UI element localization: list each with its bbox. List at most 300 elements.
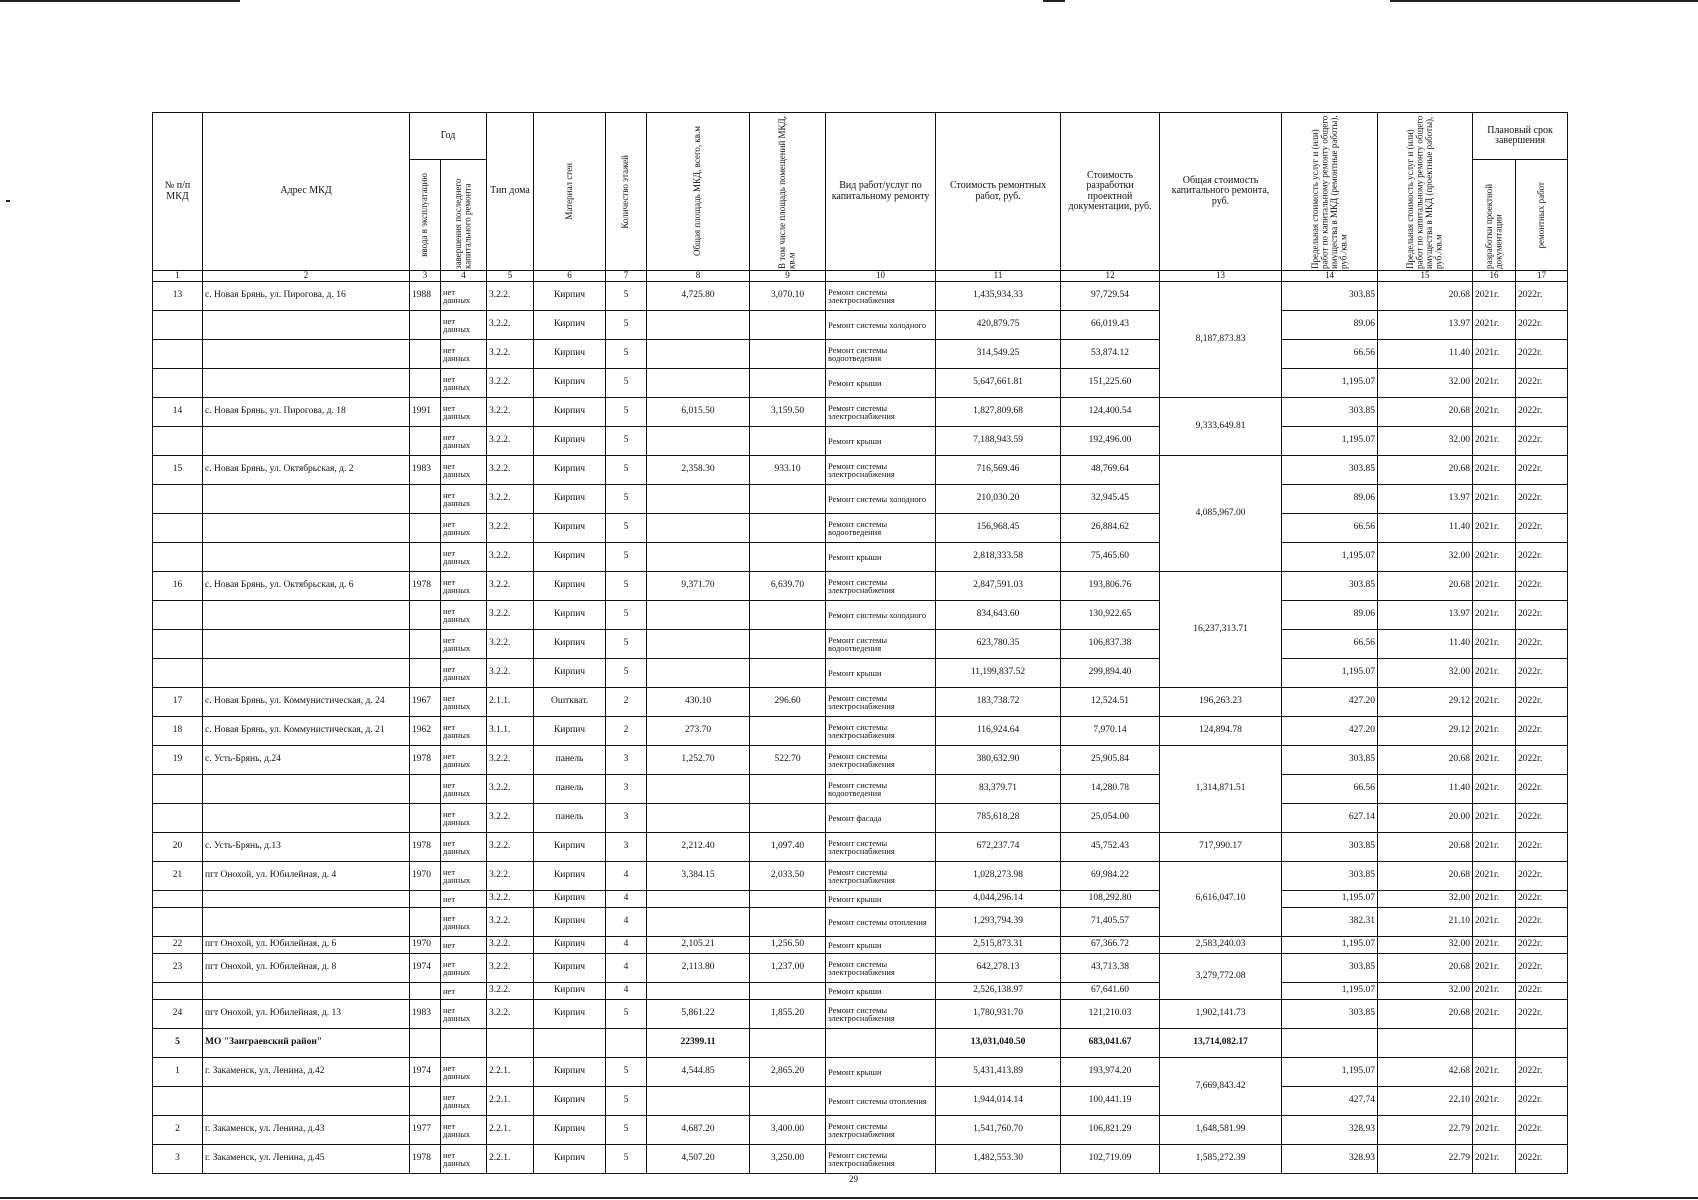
cell-deadline-repair: 2022г. <box>1516 983 1568 1000</box>
cell-premises-area <box>750 983 826 1000</box>
cell-year-repair: нет данных <box>441 601 487 630</box>
cell-year-commission: 1983 <box>410 456 441 485</box>
cell-deadline-repair: 2022г. <box>1516 311 1568 340</box>
cell-address <box>203 543 410 572</box>
header-total-cost: Общая стоимость капитального ремонта, руб. <box>1160 113 1282 271</box>
cell-wall-material: панель <box>534 746 606 775</box>
cell-work-type: Ремонт системы электроснабжения <box>826 717 936 746</box>
cell-total-cost: 1,902,141.73 <box>1160 1000 1282 1029</box>
cell-house-type: 2.2.1. <box>487 1116 534 1145</box>
cell-limit-design: 32.00 <box>1378 937 1473 954</box>
cell-total-area: 5,861.22 <box>647 1000 750 1029</box>
cell-wall-material: Кирпич <box>534 1000 606 1029</box>
cell-num <box>153 804 203 833</box>
column-number: 11 <box>936 271 1061 282</box>
cell-repair-cost: 642,278.13 <box>936 954 1061 983</box>
cell-year-repair: нет данных <box>441 456 487 485</box>
cell-design-cost: 124,400.54 <box>1061 398 1160 427</box>
cell-year-repair: нет данных <box>441 630 487 659</box>
cell-year-repair: нет <box>441 983 487 1000</box>
cell-year-repair: нет данных <box>441 862 487 891</box>
cell-total-area <box>647 804 750 833</box>
cell-year-commission <box>410 659 441 688</box>
cell-wall-material: Кирпич <box>534 717 606 746</box>
column-number: 12 <box>1061 271 1160 282</box>
cell-house-type: 3.2.2. <box>487 282 534 311</box>
cell-year-commission: 1970 <box>410 937 441 954</box>
table-row <box>153 1087 1568 1116</box>
cell-premises-area <box>750 1087 826 1116</box>
table-row <box>153 717 1568 746</box>
cell-design-cost: 97,729.54 <box>1061 282 1160 311</box>
cell-total-cost: 2,583,240.03 <box>1160 937 1282 954</box>
cell-deadline-repair: 2022г. <box>1516 833 1568 862</box>
cell-num: 19 <box>153 746 203 775</box>
cell-total-cost: 717,990.17 <box>1160 833 1282 862</box>
cell-work-type: Ремонт системы электроснабжения <box>826 572 936 601</box>
cell-deadline-design: 2021г. <box>1473 908 1516 937</box>
cell-floors: 5 <box>606 572 647 601</box>
cell-repair-cost: 1,482,553.30 <box>936 1145 1061 1174</box>
cell-total-area <box>647 514 750 543</box>
table-row <box>153 862 1568 891</box>
cell-floors: 5 <box>606 311 647 340</box>
cell-deadline-design: 2021г. <box>1473 369 1516 398</box>
cell-year-repair: нет данных <box>441 1145 487 1174</box>
cell-design-cost: 71,405.57 <box>1061 908 1160 937</box>
cell-house-type: 3.2.2. <box>487 983 534 1000</box>
cell-num: 18 <box>153 717 203 746</box>
cell-year-repair: нет <box>441 891 487 908</box>
cell-deadline-repair: 2022г. <box>1516 572 1568 601</box>
cell-limit-repair: 427.20 <box>1282 717 1378 746</box>
cell-floors: 5 <box>606 1145 647 1174</box>
cell-limit-design: 42.68 <box>1378 1058 1473 1087</box>
cell-deadline-design: 2021г. <box>1473 775 1516 804</box>
cell-limit-design: 11.40 <box>1378 514 1473 543</box>
cell-floors: 2 <box>606 717 647 746</box>
cell-year-commission: 1970 <box>410 862 441 891</box>
cell-design-cost: 151,225.60 <box>1061 369 1160 398</box>
cell-design-cost: 25,905.84 <box>1061 746 1160 775</box>
cell-deadline-repair: 2022г. <box>1516 908 1568 937</box>
cell-total-area: 4,544.85 <box>647 1058 750 1087</box>
cell-limit-design: 20.68 <box>1378 1000 1473 1029</box>
cell-num <box>153 485 203 514</box>
cell-design-cost: 45,752.43 <box>1061 833 1160 862</box>
cell-total-area: 6,015.50 <box>647 398 750 427</box>
column-number: 1 <box>153 271 203 282</box>
cell-repair-cost: 1,435,934.33 <box>936 282 1061 311</box>
cell-deadline-repair: 2022г. <box>1516 1087 1568 1116</box>
cell-design-cost: 299,894.40 <box>1061 659 1160 688</box>
cell-deadline-design: 2021г. <box>1473 340 1516 369</box>
cell-num: 2 <box>153 1116 203 1145</box>
cell-house-type <box>487 1029 534 1058</box>
cell-work-type: Ремонт крыши <box>826 543 936 572</box>
cell-floors: 5 <box>606 1000 647 1029</box>
cell-repair-cost: 314,549.25 <box>936 340 1061 369</box>
cell-limit-design: 32.00 <box>1378 427 1473 456</box>
cell-deadline-repair: 2022г. <box>1516 659 1568 688</box>
cell-house-type: 3.2.2. <box>487 543 534 572</box>
cell-deadline-design: 2021г. <box>1473 937 1516 954</box>
header-premises-area: В том числе площадь помещений МКД, кв.м <box>750 113 826 271</box>
cell-repair-cost: 1,293,794.39 <box>936 908 1061 937</box>
cell-year-repair: нет данных <box>441 688 487 717</box>
cell-repair-cost: 2,818,333.58 <box>936 543 1061 572</box>
table-row <box>153 282 1568 311</box>
cell-wall-material: Кирпич <box>534 514 606 543</box>
column-number: 14 <box>1282 271 1378 282</box>
cell-limit-repair: 303.85 <box>1282 398 1378 427</box>
table-row <box>153 908 1568 937</box>
cell-total-area <box>647 369 750 398</box>
cell-premises-area <box>750 659 826 688</box>
cell-year-commission: 1978 <box>410 572 441 601</box>
cell-wall-material: Кирпич <box>534 833 606 862</box>
table-row <box>153 630 1568 659</box>
table-row <box>153 891 1568 908</box>
cell-house-type: 2.2.1. <box>487 1087 534 1116</box>
cell-limit-repair: 328.93 <box>1282 1116 1378 1145</box>
cell-house-type: 3.2.2. <box>487 398 534 427</box>
cell-limit-design: 20.68 <box>1378 572 1473 601</box>
cell-year-repair: нет <box>441 937 487 954</box>
cell-deadline-repair: 2022г. <box>1516 954 1568 983</box>
cell-house-type: 3.2.2. <box>487 659 534 688</box>
cell-premises-area <box>750 369 826 398</box>
cell-limit-repair: 1,195.07 <box>1282 369 1378 398</box>
cell-year-repair: нет данных <box>441 1087 487 1116</box>
cell-wall-material: Кирпич <box>534 630 606 659</box>
cell-num <box>153 891 203 908</box>
cell-house-type: 2.2.1. <box>487 1145 534 1174</box>
cell-num <box>153 514 203 543</box>
cell-repair-cost: 1,944,014.14 <box>936 1087 1061 1116</box>
cell-premises-area <box>750 601 826 630</box>
cell-work-type: Ремонт крыши <box>826 427 936 456</box>
cell-design-cost: 193,806.76 <box>1061 572 1160 601</box>
cell-total-cost: 7,669,843.42 <box>1160 1058 1282 1116</box>
cell-wall-material: Кирпич <box>534 908 606 937</box>
cell-work-type: Ремонт системы водоотведения <box>826 514 936 543</box>
cell-num: 14 <box>153 398 203 427</box>
cell-deadline-design: 2021г. <box>1473 1145 1516 1174</box>
cell-total-area: 4,507.20 <box>647 1145 750 1174</box>
cell-deadline-design: 2021г. <box>1473 833 1516 862</box>
cell-repair-cost: 183,738.72 <box>936 688 1061 717</box>
cell-design-cost: 106,821.29 <box>1061 1116 1160 1145</box>
cell-floors: 4 <box>606 891 647 908</box>
cell-year-commission <box>410 311 441 340</box>
scan-edge-top-mid <box>1043 0 1065 2</box>
repair-program-table <box>152 112 1568 1174</box>
cell-limit-design: 11.40 <box>1378 630 1473 659</box>
cell-wall-material: панель <box>534 775 606 804</box>
cell-repair-cost: 2,526,138.97 <box>936 983 1061 1000</box>
cell-year-commission: 1977 <box>410 1116 441 1145</box>
cell-address <box>203 908 410 937</box>
cell-wall-material: Кирпич <box>534 937 606 954</box>
header-deadline-design: разработки проектной документации <box>1473 160 1516 271</box>
cell-year-repair: нет данных <box>441 1000 487 1029</box>
cell-wall-material: Кирпич <box>534 340 606 369</box>
cell-floors: 4 <box>606 954 647 983</box>
cell-deadline-repair: 2022г. <box>1516 514 1568 543</box>
cell-limit-repair: 303.85 <box>1282 1000 1378 1029</box>
cell-work-type: Ремонт системы отопления <box>826 908 936 937</box>
cell-num <box>153 659 203 688</box>
cell-address: с. Новая Брянь, ул. Коммунистическая, д. 21 <box>203 717 410 746</box>
cell-year-repair: нет данных <box>441 1116 487 1145</box>
cell-num: 17 <box>153 688 203 717</box>
cell-deadline-design: 2021г. <box>1473 630 1516 659</box>
cell-deadline-repair: 2022г. <box>1516 891 1568 908</box>
cell-address <box>203 1087 410 1116</box>
cell-limit-design: 32.00 <box>1378 891 1473 908</box>
cell-floors: 5 <box>606 398 647 427</box>
cell-deadline-design: 2021г. <box>1473 1087 1516 1116</box>
cell-num <box>153 427 203 456</box>
cell-limit-repair: 89.06 <box>1282 485 1378 514</box>
cell-repair-cost: 2,847,591.03 <box>936 572 1061 601</box>
cell-house-type: 3.2.2. <box>487 630 534 659</box>
cell-total-cost: 1,314,871.51 <box>1160 746 1282 833</box>
column-number: 8 <box>647 271 750 282</box>
cell-year-commission <box>410 1087 441 1116</box>
cell-wall-material: Ошткват. <box>534 688 606 717</box>
cell-total-area: 2,212.40 <box>647 833 750 862</box>
cell-house-type: 3.2.2. <box>487 775 534 804</box>
cell-premises-area: 296.60 <box>750 688 826 717</box>
cell-total-area <box>647 543 750 572</box>
cell-repair-cost: 785,618.28 <box>936 804 1061 833</box>
cell-year-commission: 1983 <box>410 1000 441 1029</box>
cell-repair-cost: 672,237.74 <box>936 833 1061 862</box>
cell-year-commission: 1991 <box>410 398 441 427</box>
cell-wall-material: Кирпич <box>534 983 606 1000</box>
cell-total-area <box>647 311 750 340</box>
cell-limit-design: 20.68 <box>1378 954 1473 983</box>
cell-design-cost: 67,641.60 <box>1061 983 1160 1000</box>
cell-floors: 5 <box>606 659 647 688</box>
cell-total-area: 4,725.80 <box>647 282 750 311</box>
cell-work-type: Ремонт системы водоотведения <box>826 340 936 369</box>
cell-num: 16 <box>153 572 203 601</box>
cell-limit-design: 29.12 <box>1378 688 1473 717</box>
cell-work-type: Ремонт системы электроснабжения <box>826 282 936 311</box>
cell-house-type: 3.1.1. <box>487 717 534 746</box>
cell-repair-cost: 5,647,661.81 <box>936 369 1061 398</box>
cell-deadline-repair: 2022г. <box>1516 456 1568 485</box>
cell-premises-area: 2,033.50 <box>750 862 826 891</box>
cell-year-repair: нет данных <box>441 1058 487 1087</box>
scan-mark-left <box>6 200 10 202</box>
cell-year-repair: нет данных <box>441 340 487 369</box>
cell-design-cost: 48,769.64 <box>1061 456 1160 485</box>
table-row <box>153 954 1568 983</box>
cell-floors: 5 <box>606 1116 647 1145</box>
cell-deadline-design: 2021г. <box>1473 746 1516 775</box>
cell-limit-repair: 303.85 <box>1282 862 1378 891</box>
cell-repair-cost: 13,031,040.50 <box>936 1029 1061 1058</box>
header-design-cost: Стоимость разработки проектной документации, руб. <box>1061 113 1160 271</box>
cell-design-cost: 67,366.72 <box>1061 937 1160 954</box>
cell-deadline-design: 2021г. <box>1473 572 1516 601</box>
cell-repair-cost: 420,879.75 <box>936 311 1061 340</box>
cell-premises-area <box>750 717 826 746</box>
cell-house-type: 3.2.2. <box>487 369 534 398</box>
cell-premises-area: 3,159.50 <box>750 398 826 427</box>
cell-total-area <box>647 485 750 514</box>
cell-repair-cost: 83,379.71 <box>936 775 1061 804</box>
cell-deadline-repair: 2022г. <box>1516 1116 1568 1145</box>
cell-premises-area: 6,639.70 <box>750 572 826 601</box>
cell-limit-repair: 1,195.07 <box>1282 937 1378 954</box>
cell-work-type: Ремонт системы электроснабжения <box>826 398 936 427</box>
cell-limit-repair: 1,195.07 <box>1282 891 1378 908</box>
cell-year-commission <box>410 601 441 630</box>
cell-address: с. Новая Брянь, ул. Пирогова, д. 18 <box>203 398 410 427</box>
cell-year-repair: нет данных <box>441 746 487 775</box>
cell-address <box>203 804 410 833</box>
cell-address <box>203 485 410 514</box>
cell-deadline-repair: 2022г. <box>1516 601 1568 630</box>
cell-year-commission <box>410 340 441 369</box>
cell-year-commission <box>410 891 441 908</box>
cell-premises-area: 522.70 <box>750 746 826 775</box>
cell-num: 23 <box>153 954 203 983</box>
cell-deadline-repair: 2022г. <box>1516 804 1568 833</box>
cell-design-cost: 69,984.22 <box>1061 862 1160 891</box>
cell-work-type: Ремонт системы водоотведения <box>826 630 936 659</box>
cell-house-type: 3.2.2. <box>487 937 534 954</box>
cell-deadline-design: 2021г. <box>1473 954 1516 983</box>
cell-work-type: Ремонт крыши <box>826 937 936 954</box>
cell-design-cost: 130,922.65 <box>1061 601 1160 630</box>
cell-total-cost: 4,085,967.00 <box>1160 456 1282 572</box>
cell-floors: 5 <box>606 630 647 659</box>
cell-address: с. Усть-Брянь, д.13 <box>203 833 410 862</box>
cell-floors: 4 <box>606 937 647 954</box>
cell-design-cost: 193,974.20 <box>1061 1058 1160 1087</box>
cell-num: 13 <box>153 282 203 311</box>
cell-total-cost: 124,894.78 <box>1160 717 1282 746</box>
cell-floors: 3 <box>606 833 647 862</box>
cell-wall-material: Кирпич <box>534 543 606 572</box>
cell-work-type <box>826 1029 936 1058</box>
cell-premises-area <box>750 908 826 937</box>
cell-year-commission <box>410 908 441 937</box>
header-address: Адрес МКД <box>203 113 410 271</box>
cell-total-cost: 6,616,047.10 <box>1160 862 1282 937</box>
cell-wall-material: Кирпич <box>534 456 606 485</box>
scan-edge-top-left <box>0 0 240 2</box>
cell-year-repair: нет данных <box>441 282 487 311</box>
cell-num <box>153 908 203 937</box>
cell-premises-area: 1,256.50 <box>750 937 826 954</box>
cell-floors: 5 <box>606 369 647 398</box>
cell-address: пгт Онохой, ул. Юбилейная, д. 8 <box>203 954 410 983</box>
cell-deadline-repair: 2022г. <box>1516 862 1568 891</box>
cell-deadline-design: 2021г. <box>1473 891 1516 908</box>
cell-design-cost: 121,210.03 <box>1061 1000 1160 1029</box>
table-row <box>153 427 1568 456</box>
cell-deadline-repair: 2022г. <box>1516 717 1568 746</box>
cell-deadline-repair: 2022г. <box>1516 369 1568 398</box>
cell-repair-cost: 7,188,943.59 <box>936 427 1061 456</box>
cell-num: 24 <box>153 1000 203 1029</box>
cell-total-cost: 9,333,649.81 <box>1160 398 1282 456</box>
cell-limit-design: 13.97 <box>1378 485 1473 514</box>
cell-wall-material: Кирпич <box>534 572 606 601</box>
cell-design-cost: 14,280.78 <box>1061 775 1160 804</box>
cell-repair-cost: 1,780,931.70 <box>936 1000 1061 1029</box>
cell-limit-repair: 627.14 <box>1282 804 1378 833</box>
cell-total-area: 22399.11 <box>647 1029 750 1058</box>
cell-num <box>153 630 203 659</box>
cell-house-type: 3.2.2. <box>487 485 534 514</box>
column-number: 7 <box>606 271 647 282</box>
cell-total-area <box>647 659 750 688</box>
cell-year-commission: 1978 <box>410 1145 441 1174</box>
column-number: 16 <box>1473 271 1516 282</box>
cell-limit-design: 11.40 <box>1378 775 1473 804</box>
cell-deadline-design: 2021г. <box>1473 688 1516 717</box>
cell-num <box>153 311 203 340</box>
cell-repair-cost: 1,827,809.68 <box>936 398 1061 427</box>
cell-limit-repair: 66.56 <box>1282 340 1378 369</box>
table-body <box>153 282 1568 1174</box>
cell-num: 21 <box>153 862 203 891</box>
cell-premises-area: 933.10 <box>750 456 826 485</box>
cell-deadline-repair: 2022г. <box>1516 1058 1568 1087</box>
cell-work-type: Ремонт системы водоотведения <box>826 775 936 804</box>
cell-floors: 5 <box>606 340 647 369</box>
cell-year-commission <box>410 775 441 804</box>
cell-limit-repair <box>1282 1029 1378 1058</box>
cell-repair-cost: 1,028,273.98 <box>936 862 1061 891</box>
cell-num <box>153 369 203 398</box>
table-row <box>153 601 1568 630</box>
cell-total-cost: 16,237,313.71 <box>1160 572 1282 688</box>
cell-deadline-design: 2021г. <box>1473 1058 1516 1087</box>
cell-house-type: 3.2.2. <box>487 862 534 891</box>
cell-total-cost: 13,714,082.17 <box>1160 1029 1282 1058</box>
cell-house-type: 3.2.2. <box>487 908 534 937</box>
cell-year-commission: 1974 <box>410 1058 441 1087</box>
cell-floors: 5 <box>606 543 647 572</box>
cell-work-type: Ремонт системы электроснабжения <box>826 862 936 891</box>
cell-address <box>203 514 410 543</box>
cell-wall-material: Кирпич <box>534 659 606 688</box>
cell-premises-area: 3,070.10 <box>750 282 826 311</box>
cell-year-commission <box>410 543 441 572</box>
cell-year-commission: 1988 <box>410 282 441 311</box>
cell-premises-area: 1,855.20 <box>750 1000 826 1029</box>
cell-deadline-design: 2021г. <box>1473 983 1516 1000</box>
cell-floors: 5 <box>606 514 647 543</box>
cell-limit-design: 22.10 <box>1378 1087 1473 1116</box>
cell-deadline-repair: 2022г. <box>1516 688 1568 717</box>
cell-limit-design: 13.97 <box>1378 601 1473 630</box>
cell-num: 5 <box>153 1029 203 1058</box>
table-row <box>153 688 1568 717</box>
cell-deadline-repair: 2022г. <box>1516 746 1568 775</box>
cell-year-repair: нет данных <box>441 427 487 456</box>
table-row <box>153 543 1568 572</box>
